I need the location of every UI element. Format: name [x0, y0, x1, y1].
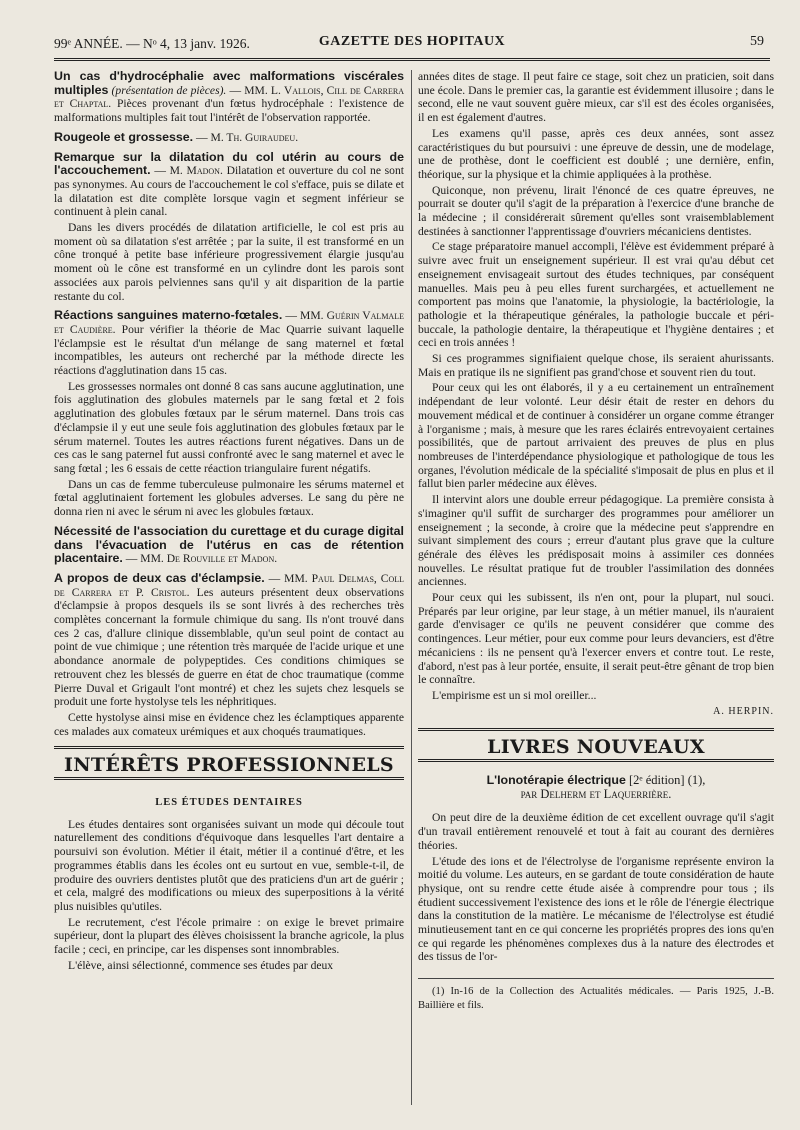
paragraph: Dans les divers procédés de dilatation artificielle, le col est pris au moment où sa dilatation s'est arrêtée ; par la suite, il est transformé en un cône tronqué à petite base inférieure progressivement élargie jusqu'au moment où le cône est transformé en un cylindre dont les parois sont associées aux parois pelviennes sans qu'il y ait disparition de la partie restante du col. [54, 221, 404, 303]
paragraph: Ce stage préparatoire manuel accompli, l'élève est évidemment préparé à suivre avec fruit un enseignement supérieur. Il est vrai qu'au début cet enseignement envisageait surtout des études techniques, par conséquent manuelles. Mais peu à peu elles furent surchargées, et actuellement ne comportent pas moins que l'anatomie, la physiologie, la bactériologie, la pathologie et la thérapeutique générales, la pathologie buccale et péri-buccale, la pathologie dentaire, la thérapeutique et l'hygiène dentaires ; et ceci en trois années ! [418, 240, 774, 350]
section-title: LIVRES NOUVEAUX [487, 736, 705, 759]
left-column [54, 70, 404, 974]
article-title: Un cas d'hydrocéphalie avec malformations viscérales multiples [54, 69, 404, 97]
section-rule [54, 777, 404, 780]
paragraph: Les examens qu'il passe, après ces deux années, sont assez caractéristiques du but poursuivi : une épreuve de dessin, une de modelage, une de prothèse, dont le coefficient est doublé ; une dernière, enfin, théorique, sur la physique et la chimie appliquées à la prothèse. [418, 126, 774, 181]
article-curettage [54, 525, 404, 566]
section-title: INTÉRÊTS PROFESSIONNELS [64, 754, 394, 777]
book-title: L'Ionotérapie électrique [486, 773, 626, 788]
paragraph: Cette hystolyse ainsi mise en évidence chez les éclamptiques apparente ces malades aux comateux urémiques et aux choqués traumatiques. [54, 710, 404, 738]
article-title: Remarque sur la dilatation du col utérin au cours de l'accouchement. [54, 149, 404, 178]
book-heading [418, 774, 774, 801]
page-number: 59 [750, 34, 764, 49]
paragraph: Quiconque, non prévenu, lirait l'énoncé de ces quatre épreuves, ne pourrait se douter qu'il s'agit de la préparation à l'exercice d'une branche de la médecine ; il considérerait sûrement qu'elles sont vraisemblablement destinées à sanctionner l'apprentissage d'ouvriers mécaniciens dentistes. [418, 183, 774, 238]
paragraph: Il intervint alors une double erreur pédagogique. La première consista à s'imaginer qu'il suffit de surcharger des programmes pour améliorer un enseignement ; la seconde, à croire que la médecine peut s'apprendre en suivant simplement des cours ; erreur d'autant plus grave que la culture générale des élèves les prédisposait moins à assimiler ces données nouvelles. Le résultat pratique fut de troubler l'assimilation des données anciennes. [418, 493, 774, 589]
article-authors: — MM. Guérin Valmale et Caudière. [54, 309, 404, 336]
paragraph: Les grossesses normales ont donné 8 cas sans aucune agglutination, une fois agglutination des globules maternels par le sang fœtal et 2 fois agglutination des globules fœtaux par le sérum maternel. Dans trois cas d'éclampsie il y eut une seule fois agglutination des globules fœtaux par le sérum maternel. Toutes les autres réactions furent négatives. Dans un de ces cas le sang paternel fut aussi confronté avec le sang maternel et avec le sang fœtal ; les 6 essais de cette réaction triangulaire furent négatifs. [54, 379, 404, 475]
article-note: (présentation de pièces). [111, 83, 227, 97]
right-column [418, 70, 774, 1015]
column-divider [411, 70, 412, 1105]
paragraph: On peut dire de la deuxième édition de cet excellent ouvrage qu'il s'agit d'un travail entièrement renouvelé et tout à fait au courant des dernières théories. [418, 811, 774, 852]
paragraph: Pour ceux qui les subissent, ils n'en ont, pour la plupart, nul souci. Préparés par leur origine, par leur stage, à un métier manuel, ils n'auraient garde d'envisager ce qu'ils ne peuvent considérer que comme des contingences. Leur métier, pour eux comme pour leurs devanciers, est d'être mécaniciens : ils ne pensent qu'à l'exercer envers et contre tout. Le reste, d'abord, n'est pas à leur portée, ensuite, il serait peut-être gênant de trop bien le connaître. [418, 591, 774, 687]
paragraph: Le recrutement, c'est l'école primaire : on exige le brevet primaire supérieur, dont la plupart des élèves choisissent la branche agricole, la plus facile ; ceci, en principe, car les dispenses sont innombrables. [54, 915, 404, 957]
signature: A. HERPIN. [713, 705, 774, 717]
article-title: Nécessité de l'association du curettage et du curage digital dans l'évacuation de l'utérus en cas de rétention placentaire. [54, 523, 404, 566]
article-eclampsie [54, 572, 404, 709]
article-authors: — MM. Paul Delmas, Coll de Carrera et P. Cristol. [54, 571, 404, 599]
paragraph: Pour ceux qui les ont élaborés, il y a eu certainement un entraînement indépendant de leur volonté. Leur désir était de rester en dehors du mouvement médical et de continuer à considérer un organe comme étranger à l'organisme ; mais, à mesure que les rares éclairés entrevoyaient certaines possibilités, que de partout arrivaient des preuves de plus en plus nombreuses de l'interdépendance physiologique et pathologique de tous les organes, l'évolution médicale de la spécialité s'imposait de plus en plus et il fallut bien parler médecine aux élèves. [418, 381, 774, 491]
article-rougeole [54, 131, 404, 145]
section-subtitle: LES ÉTUDES DENTAIRES [155, 797, 303, 809]
section-rule [54, 746, 404, 749]
header-rule [54, 58, 770, 61]
section-rule [418, 728, 774, 731]
article-title: Rougeole et grossesse. [54, 129, 194, 144]
article-hydrocephalie [54, 70, 404, 125]
paragraph: Les études dentaires sont organisées suivant un mode qui découle tout naturellement des conditions d'équivoque dans lesquelles l'art dentaire a poursuivi son évolution. Métier il était, métier il a continué d'être, et les programmes établis dans les écoles ont eu surtout en vue, semble-t-il, de produire des ouvriers dentistes plutôt que des praticiens d'un art de guérir ; et cela, malgré des modifications ou mieux des superpositions à la vérité plus nuisibles qu'utiles. [54, 817, 404, 913]
article-title: A propos de deux cas d'éclampsie. [54, 570, 265, 585]
footnote: (1) In-16 de la Collection des Actualités médicales. — Paris 1925, J.-B. Baillière et fils. [418, 978, 774, 1012]
article-authors: — MM. L. Vallois, Cill de Carrera et Chaptal. [54, 83, 404, 111]
section-rule [418, 759, 774, 762]
paragraph: Dans un cas de femme tuberculeuse pulmonaire les sérums maternel et fœtal agglutinaient fortement les globules adverses. Le sang du père ne donna rien ni avec le sérum ni avec les globules fœtaux. [54, 477, 404, 519]
issue-line: 99ᵉ ANNÉE. — Nᵒ 4, 13 janv. 1926. [54, 36, 250, 51]
article-authors: — M. Madon. [154, 164, 223, 178]
book-authors: par Delherm et Laquerrière. [520, 786, 672, 801]
article-body: Pièces provenant d'un fœtus hydrocéphale : l'existence de malformations multiples fait tout l'intérêt de l'observation rapportée. [54, 97, 405, 125]
paragraph: L'élève, ainsi sélectionné, commence ses études par deux [68, 958, 334, 972]
journal-title: GAZETTE DES HOPITAUX [318, 34, 506, 49]
paragraph: années dites de stage. Il peut faire ce stage, soit chez un praticien, soit dans une école. Dans le premier cas, la garantie est évidemment illusoire ; dans le second, elle ne vaut souvent guère mieux, car s'il est des écoles organisées, il en est également d'autres. [418, 70, 774, 125]
article-body: Les auteurs présentent deux observations d'éclampsie à propos desquels ils se sont livrés à des recherches très complètes concernant la formule chimique du sang. Ils n'ont trouvé dans ces 2 cas, d'allure clinique dissemblable, qu'un seul point de contact au point de vue chimique ; une rétention très marquée de l'acide urique et une abondance anormale de polypeptides. Ces conditions chimiques se retrouvent chez les blessés de guerre en état de choc traumatique (comme Pierre Duval et Grigault l'ont montré) et chez les sujets chez lesquels se produit une forte hystolyse tels les néphritiques. [54, 585, 404, 709]
article-body: Pour vérifier la théorie de Mac Quarrie suivant laquelle l'éclampsie est le résultat d'un mélange de sang maternel et fœtal incompatibles, les auteurs ont recherché par la méthode directe les réactions d'agglutination dans 15 cas. [54, 322, 404, 378]
book-edition: [2ᵉ édition] (1), [628, 773, 706, 788]
article-reactions [54, 309, 404, 378]
article-title: Réactions sanguines materno-fœtales. [54, 308, 283, 323]
article-dilatation [54, 151, 404, 220]
paragraph: L'empirisme est un si mol oreiller... [432, 688, 597, 702]
article-body: Dilatation et ouverture du col ne sont pas synonymes. Au cours de l'accouchement le col s'efface, puis se dilate et la dilatation est dite complète lorsque vagin et segment inférieur se continuent à plein canal. [54, 164, 404, 219]
article-authors: — MM. De Rouville et Madon. [125, 552, 278, 566]
page-header [54, 32, 770, 56]
article-authors: — M. Th. Guiraudeu. [196, 130, 299, 144]
paragraph: L'étude des ions et de l'électrolyse de l'organisme représente environ la moitié du volume. Les auteurs, en se gardant de toute considération de haute physique, ont su rendre cette étude aisée à comprendre pour tous ; ils étudient successivement l'existence des ions et le rôle de l'énergie électrique dans la constitution de la matière. Le mécanisme de l'électrolyse est étudié minutieusement tant en ce qui concerne les propriétés propres des ions qu'en ce qui regarde les phénomènes complexes dus à la nature des électrodes et des tissus de l'or- [418, 854, 774, 964]
paragraph: Si ces programmes signifiaient quelque chose, ils seraient ahurissants. Mais en pratique ils ne signifient pas grand'chose et souvent rien du tout. [418, 352, 774, 379]
